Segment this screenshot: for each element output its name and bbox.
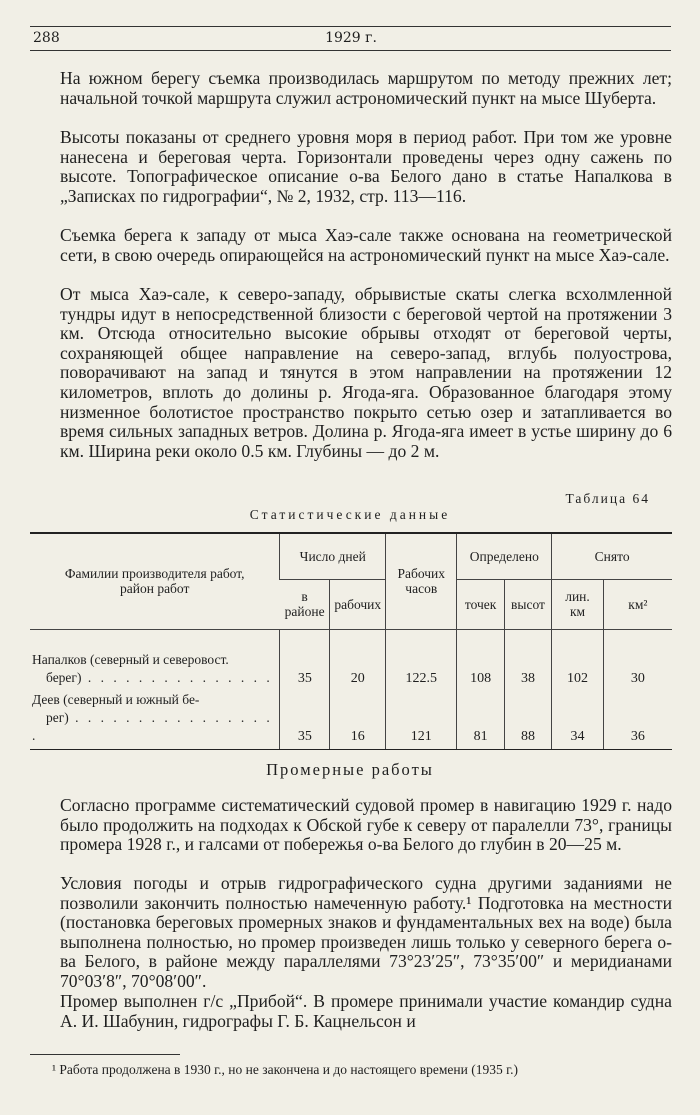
cell-hours: 121	[386, 691, 457, 750]
header-points: точек	[457, 579, 504, 629]
cell-km2: 30	[603, 629, 672, 691]
cell-hours: 122.5	[386, 629, 457, 691]
footnote: ¹ Работа продолжена в 1930 г., но не закончена и до настоящего времени (1935 г.)	[52, 1062, 518, 1077]
cell-km2: 36	[603, 691, 672, 750]
table-caption: Таблица 64	[565, 491, 650, 506]
running-title: 1929 г.	[325, 30, 377, 46]
page-number: 288	[33, 30, 60, 46]
header-days-region: в районе	[280, 579, 330, 629]
header-names: Фамилии производителя работ, район работ	[30, 533, 280, 629]
header-taken: Снято	[552, 533, 672, 579]
paragraph: Высоты показаны от среднего уровня моря в период работ. При том же уровне нанесена и береговая черта. Горизонтали проведены через одну сажень по высоте. Топографическое описание о-ва Белого дано в статье Напалкова в „Записках по гидрографии“, № 2, 1932, стр. 113—116.	[60, 127, 672, 206]
header-days: Число дней	[280, 533, 386, 579]
paragraph: Промер выполнен г/с „Прибой“. В промере принимали участие командир судна А. И. Шабунин, гидрографы Г. Б. Кацнельсон и	[60, 991, 672, 1031]
cell-heights: 88	[504, 691, 551, 750]
table-title: Статистические данные	[249, 507, 451, 522]
header-lin-km: лин. км	[552, 579, 604, 629]
header-km2: км²	[603, 579, 672, 629]
paragraph: Условия погоды и отрыв гидрографического судна другими заданиями не позволили закончить полностью намеченную работу.¹ Подготовка на местности (постановка береговых промерных знаков и фундаментальных вех на воде) была выполнена полностью, но промер произведен лишь только у северного берега о-ва Белого, в районе между параллелями 73°23′25″, 73°35′00″ и меридианами 70°03′8″, 70°08′00″.	[60, 873, 672, 991]
cell-days-region: 35	[280, 629, 330, 691]
body-text-bottom	[60, 796, 672, 1031]
header-heights: высот	[504, 579, 551, 629]
row-name: Деев (северный и южный бе- рег) . . . . . . . . . . . . . . . . .	[30, 691, 280, 750]
cell-days-working: 16	[330, 691, 386, 750]
paragraph: На южном берегу съемка производилась маршрутом по методу прежних лет; начальной точкой маршрута служил астрономический пункт на мысе Шуберта.	[60, 68, 672, 108]
header-days-working: рабочих	[330, 579, 386, 629]
paragraph: Съемка берега к западу от мыса Хаэ-сале также основана на геометрической сети, в свою очередь опирающейся на астрономический пункт на мысе Хаэ-сале.	[60, 225, 672, 265]
paragraph: Согласно программе систематический судовой промер в навигацию 1929 г. надо было продолжить на подходах к Обской губе к северу от паралелли 73°, границы промера 1928 г., и галсами от побережья о-ва Белого до глубин в 20—25 м.	[60, 795, 672, 855]
cell-days-working: 20	[330, 629, 386, 691]
header-determined: Определено	[457, 533, 552, 579]
row-name: Напалков (северный и северовост. берег) . . . . . . . . . . . . . . .	[32, 652, 273, 685]
statistics-table	[30, 532, 672, 750]
cell-lin-km: 34	[552, 691, 604, 750]
table-row	[30, 629, 672, 691]
footnote-rule	[30, 1054, 180, 1055]
header-top-rule	[30, 26, 671, 27]
paragraph: От мыса Хаэ-сале, к северо-западу, обрывистые скаты слегка всхолмленной тундры идут в непосредственной близости с береговой чертой на протяжении 3 км. Отсюда относительно высокие обрывы отходят от береговой черты, сохраняющей общее направление на северо-запад, вглубь полуострова, поворачивают на запад и тянутся в этом направлении на протяжении 12 километров, вплоть до долины р. Ягода-яга. Образованное благодаря этому низменное болотистое пространство покрыто сетью озер и затапливается во время сильных западных ветров. Долина р. Ягода-яга имеет в устье ширину до 6 км. Ширина реки около 0.5 км. Глубины — до 2 м.	[60, 284, 672, 461]
header-hours: Рабочих часов	[386, 533, 457, 629]
cell-heights: 38	[504, 629, 551, 691]
table-row	[30, 691, 672, 750]
cell-points: 108	[457, 629, 504, 691]
section-title: Промерные работы	[266, 760, 434, 779]
cell-days-region: 35	[280, 691, 330, 750]
running-header	[33, 30, 669, 50]
body-text-top	[60, 69, 672, 461]
cell-lin-km: 102	[552, 629, 604, 691]
cell-points: 81	[457, 691, 504, 750]
header-bottom-rule	[30, 50, 671, 51]
